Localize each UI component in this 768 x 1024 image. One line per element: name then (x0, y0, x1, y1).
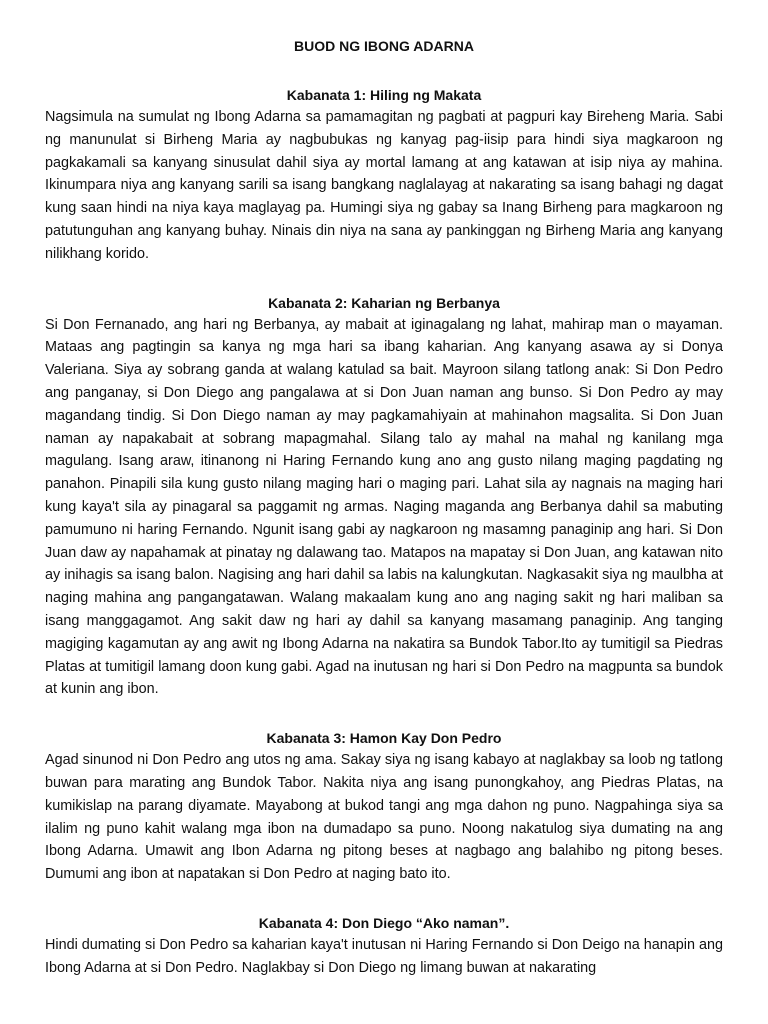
chapter-heading: Kabanata 2: Kaharian ng Berbanya (268, 294, 500, 311)
chapter-paragraph: Nagsimula na sumulat ng Ibong Adarna sa pamamagitan ng pagbati at pagpuri kay Bireheng Maria. Sabi ng manunulat si Birheng Maria ay nagbubukas ng kanyag pag-iisip para hindi siya magkaroon ng pagkakamali sa kanyang sinusulat dahil siya ay mortal lamang at ang katawan at isip niya ay mahina. Ikinumpara niya ang kanyang sarili sa isang bangkang naglalayag at nakarating sa isang bahagi ng dagat kung saan hindi na niya kaya maglayag pa. Humingi siya ng gabay sa Inang Birheng para magkaroon ng patutunguhan ang kanyang buhay. Ninais din niya na sana ay pankinggan ng Birheng Maria ang kanyang nilikhang korido. (45, 109, 723, 262)
chapter-paragraph: Si Don Fernanado, ang hari ng Berbanya, ay mabait at iginagalang ng lahat, mahirap man o mayaman. Mataas ang pagtingin sa kanya ng mga hari sa ibang kaharian. Ang kanyang asawa ay si Donya Valeriana. Siya ay sobrang ganda at walang katulad sa bait. Mayroon silang tatlong anak: Si Don Pedro ang panganay, si Don Diego ang pangalawa at si Don Juan naman ang bunso. Si Don Pedro ay may magandang tindig. Si Don Diego naman ay may pagkamahiyain at mahinahon magsalita. Si Don Juan naman ay napakabait at sobrang mapagmahal. Silang talo ay mahal na mahal ng kanilang mga magulang. Isang araw, itinanong ni Haring Fernando kung ano ang gusto nilang maging pagdating ng panahon. Pinapili sila kung gusto nilang maging hari o maging pari. Lahat sila ay nagnais na maging hari kung kaya't sila ay pinagaral sa paggamit ng armas. Naging maganda ang Berbanya dahil sa mabuting pamumuno ni haring Fernando. Ngunit isang gabi ay nagkaroon ng masamng panaginip ang hari. Si Don Juan daw ay napahamak at pinatay ng dalawang tao. Matapos na mapatay si Don Juan, ang katawan nito ay inihagis sa isang balon. Nagising ang hari dahil sa labis na kalungkutan. Nagkasakit siya ng maulbha at naging mahina ang pangangatawan. Walang makaalam kung ano ang naging sakit ng hari maliban sa isang manggagamot. Ang sakit daw ng hari ay dahil sa kanyang masamang panaginip. Ang tanging magiging kagamutan ay ang awit ng Ibong Adarna na nakatira sa Bundok Tabor.Ito ay tumitigil sa Piedras Platas at tumitigil lamang doon kung gabi. Agad na inutusan ng hari si Don Pedro na magpunta sa bundok at kunin ang ibon. (45, 316, 723, 698)
chapter-heading: Kabanata 1: Hiling ng Makata (286, 87, 482, 103)
chapter-1 (45, 84, 723, 266)
chapter-3 (45, 727, 723, 886)
chapter-heading: Kabanata 4: Don Diego “Ako naman”. (258, 914, 510, 931)
chapter-2 (45, 292, 723, 702)
chapter-4 (45, 912, 723, 980)
chapter-paragraph: Hindi dumating si Don Pedro sa kaharian kaya't inutusan ni Haring Fernando si Don Deigo na hanapin ang Ibong Adarna at si Don Pedro. Naglakbay si Don Diego ng limang buwan at nakarating (45, 936, 723, 976)
chapter-paragraph: Agad sinunod ni Don Pedro ang utos ng ama. Sakay siya ng isang kabayo at naglakbay sa loob ng tatlong buwan para marating ang Bundok Tabor. Nakita niya ang isang punongkahoy, ang Piedras Platas, na kumikislap na parang diyamate. Mayabong at bukod tangi ang mga dahon ng puno. Nagpahinga siya sa ilalim ng puno kahit walang mga ibon na dumadapo sa puno. Noong nakatulog siya dumating na ang Ibong Adarna. Umawit ang Ibon Adarna ng pitong beses at nagbago ang balahibo ng pitong beses. Dumumi ang ibon at napatakan si Don Pedro at naging bato ito. (45, 752, 723, 883)
document-title: BUOD NG IBONG ADARNA (294, 38, 474, 54)
chapter-heading: Kabanata 3: Hamon Kay Don Pedro (266, 730, 502, 747)
